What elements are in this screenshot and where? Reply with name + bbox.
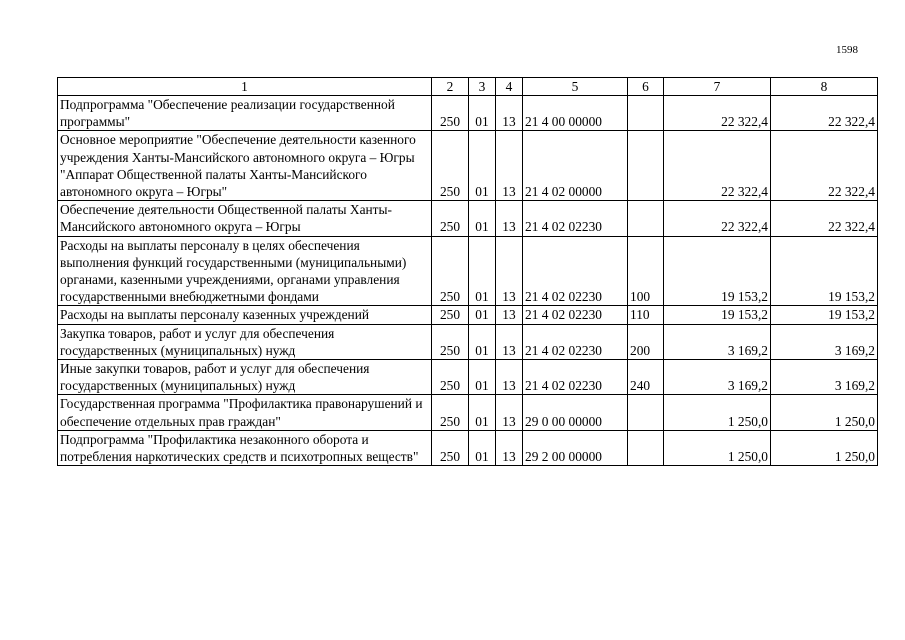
header-col-3: 3 xyxy=(469,78,496,96)
row-c2: 250 xyxy=(432,430,469,465)
row-c8: 1 250,0 xyxy=(771,395,878,430)
row-c2: 250 xyxy=(432,360,469,395)
row-c3: 01 xyxy=(469,201,496,236)
row-c2: 250 xyxy=(432,395,469,430)
header-col-6: 6 xyxy=(628,78,664,96)
row-name: Подпрограмма "Профилактика незаконного оборота и потребления наркотических средств и психотропных веществ" xyxy=(58,430,432,465)
row-c2: 250 xyxy=(432,306,469,324)
row-c7: 19 153,2 xyxy=(664,236,771,306)
header-col-4: 4 xyxy=(496,78,523,96)
row-c8: 3 169,2 xyxy=(771,324,878,359)
page-number: 1598 xyxy=(836,44,858,56)
row-c8: 22 322,4 xyxy=(771,131,878,201)
row-c5: 21 4 02 02230 xyxy=(523,324,628,359)
header-col-2: 2 xyxy=(432,78,469,96)
row-c5: 21 4 02 00000 xyxy=(523,131,628,201)
row-c8: 19 153,2 xyxy=(771,306,878,324)
header-row xyxy=(58,78,878,96)
row-c3: 01 xyxy=(469,131,496,201)
table-row xyxy=(58,360,878,395)
row-c6 xyxy=(628,395,664,430)
header-col-1: 1 xyxy=(58,78,432,96)
row-c7: 22 322,4 xyxy=(664,131,771,201)
table-row xyxy=(58,201,878,236)
row-c3: 01 xyxy=(469,360,496,395)
row-c4: 13 xyxy=(496,324,523,359)
row-c4: 13 xyxy=(496,201,523,236)
row-c8: 3 169,2 xyxy=(771,360,878,395)
row-c6 xyxy=(628,131,664,201)
row-c4: 13 xyxy=(496,236,523,306)
row-c3: 01 xyxy=(469,236,496,306)
row-c2: 250 xyxy=(432,96,469,131)
header-col-5: 5 xyxy=(523,78,628,96)
row-c4: 13 xyxy=(496,96,523,131)
row-c3: 01 xyxy=(469,324,496,359)
table-row xyxy=(58,306,878,324)
row-c2: 250 xyxy=(432,324,469,359)
row-c7: 3 169,2 xyxy=(664,324,771,359)
row-name: Государственная программа "Профилактика правонарушений и обеспечение отдельных прав граждан" xyxy=(58,395,432,430)
row-c5: 21 4 02 02230 xyxy=(523,360,628,395)
header-col-8: 8 xyxy=(771,78,878,96)
budget-table xyxy=(57,77,878,466)
row-c7: 1 250,0 xyxy=(664,430,771,465)
row-c2: 250 xyxy=(432,201,469,236)
table-row xyxy=(58,395,878,430)
row-name: Расходы на выплаты персоналу в целях обеспечения выполнения функций государственными (муниципальными) органами, казенными учреждениями, органами управления государственными внебюджетными фондами xyxy=(58,236,432,306)
row-c8: 19 153,2 xyxy=(771,236,878,306)
row-c3: 01 xyxy=(469,395,496,430)
row-c6 xyxy=(628,96,664,131)
row-c7: 3 169,2 xyxy=(664,360,771,395)
row-c7: 1 250,0 xyxy=(664,395,771,430)
row-c7: 22 322,4 xyxy=(664,96,771,131)
row-c4: 13 xyxy=(496,360,523,395)
row-c6 xyxy=(628,201,664,236)
row-c6: 240 xyxy=(628,360,664,395)
row-c6: 100 xyxy=(628,236,664,306)
row-c7: 22 322,4 xyxy=(664,201,771,236)
row-name: Обеспечение деятельности Общественной палаты Ханты-Мансийского автономного округа – Югры xyxy=(58,201,432,236)
row-c2: 250 xyxy=(432,131,469,201)
row-c3: 01 xyxy=(469,430,496,465)
row-c2: 250 xyxy=(432,236,469,306)
row-c8: 22 322,4 xyxy=(771,96,878,131)
row-name: Основное мероприятие "Обеспечение деятельности казенного учреждения Ханты-Мансийского автономного округа – Югры "Аппарат Общественной палаты Ханты-Мансийского автономного округа – Югры" xyxy=(58,131,432,201)
table-row xyxy=(58,131,878,201)
table-row xyxy=(58,236,878,306)
row-c5: 21 4 02 02230 xyxy=(523,201,628,236)
row-c3: 01 xyxy=(469,96,496,131)
row-c4: 13 xyxy=(496,395,523,430)
row-c6: 110 xyxy=(628,306,664,324)
row-c4: 13 xyxy=(496,430,523,465)
row-c6: 200 xyxy=(628,324,664,359)
row-c5: 21 4 02 02230 xyxy=(523,306,628,324)
row-c6 xyxy=(628,430,664,465)
row-c5: 21 4 02 02230 xyxy=(523,236,628,306)
row-c8: 22 322,4 xyxy=(771,201,878,236)
row-name: Иные закупки товаров, работ и услуг для обеспечения государственных (муниципальных) нужд xyxy=(58,360,432,395)
row-c5: 21 4 00 00000 xyxy=(523,96,628,131)
row-name: Расходы на выплаты персоналу казенных учреждений xyxy=(58,306,432,324)
table-row xyxy=(58,324,878,359)
row-c4: 13 xyxy=(496,131,523,201)
row-c3: 01 xyxy=(469,306,496,324)
row-name: Закупка товаров, работ и услуг для обеспечения государственных (муниципальных) нужд xyxy=(58,324,432,359)
row-c7: 19 153,2 xyxy=(664,306,771,324)
header-col-7: 7 xyxy=(664,78,771,96)
table-row xyxy=(58,96,878,131)
row-c8: 1 250,0 xyxy=(771,430,878,465)
row-name: Подпрограмма "Обеспечение реализации государственной программы" xyxy=(58,96,432,131)
row-c5: 29 0 00 00000 xyxy=(523,395,628,430)
table-row xyxy=(58,430,878,465)
row-c4: 13 xyxy=(496,306,523,324)
row-c5: 29 2 00 00000 xyxy=(523,430,628,465)
